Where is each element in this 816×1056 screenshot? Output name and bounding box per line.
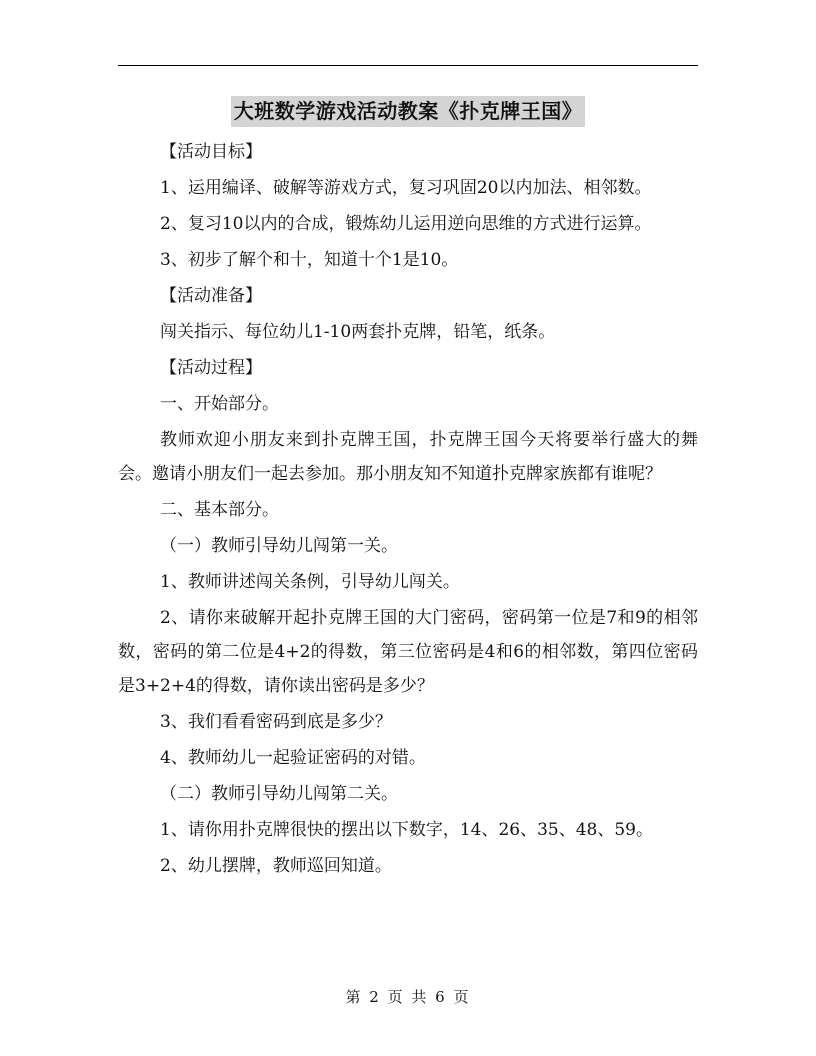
goal-item-2: 2、复习10以内的合成，锻炼幼儿运用逆向思维的方式进行运算。 bbox=[160, 214, 652, 234]
title-block bbox=[0, 96, 816, 127]
level-1-step-1: 1、教师讲述闯关条例，引导幼儿闯关。 bbox=[160, 572, 460, 592]
paragraph-intro: 教师欢迎小朋友来到扑克牌王国，扑克牌王国今天将要举行盛大的舞会。邀请小朋友们一起去参加。那小朋友知不知道扑克牌家族都有谁呢？ bbox=[118, 430, 698, 484]
process-part-1: 一、开始部分。 bbox=[160, 394, 279, 414]
section-heading-goals: 【活动目标】 bbox=[160, 142, 262, 162]
preparation-text: 闯关指示、每位幼儿1-10两套扑克牌，铅笔，纸条。 bbox=[160, 322, 556, 342]
process-part-2: 二、基本部分。 bbox=[160, 500, 279, 520]
section-heading-preparation: 【活动准备】 bbox=[160, 286, 262, 306]
level-1-step-3: 3、我们看看密码到底是多少？ bbox=[160, 712, 392, 732]
level-2-step-1: 1、请你用扑克牌很快的摆出以下数字，14、26、35、48、59。 bbox=[160, 820, 653, 840]
document-title: 大班数学游戏活动教案《扑克牌王国》 bbox=[231, 96, 586, 127]
paragraph-password: 2、请你来破解开起扑克牌王国的大门密码，密码第一位是7和9的相邻数，密码的第二位是4+2的得数，第三位密码是4和6的相邻数，第四位密码是3+2+4的得数，请你读出密码是多少？ bbox=[118, 608, 698, 696]
level-1-heading: （一）教师引导幼儿闯第一关。 bbox=[160, 536, 398, 556]
document-body bbox=[118, 133, 698, 883]
page-footer: 第 2 页 共 6 页 bbox=[345, 988, 471, 1006]
section-heading-process: 【活动过程】 bbox=[160, 358, 262, 378]
goal-item-1: 1、运用编译、破解等游戏方式，复习巩固20以内加法、相邻数。 bbox=[160, 178, 652, 198]
header-rule bbox=[118, 65, 698, 66]
level-2-heading: （二）教师引导幼儿闯第二关。 bbox=[160, 784, 398, 804]
goal-item-3: 3、初步了解个和十，知道十个1是10。 bbox=[160, 250, 459, 270]
level-1-step-4: 4、教师幼儿一起验证密码的对错。 bbox=[160, 748, 426, 768]
level-2-step-2: 2、幼儿摆牌，教师巡回知道。 bbox=[160, 856, 392, 876]
